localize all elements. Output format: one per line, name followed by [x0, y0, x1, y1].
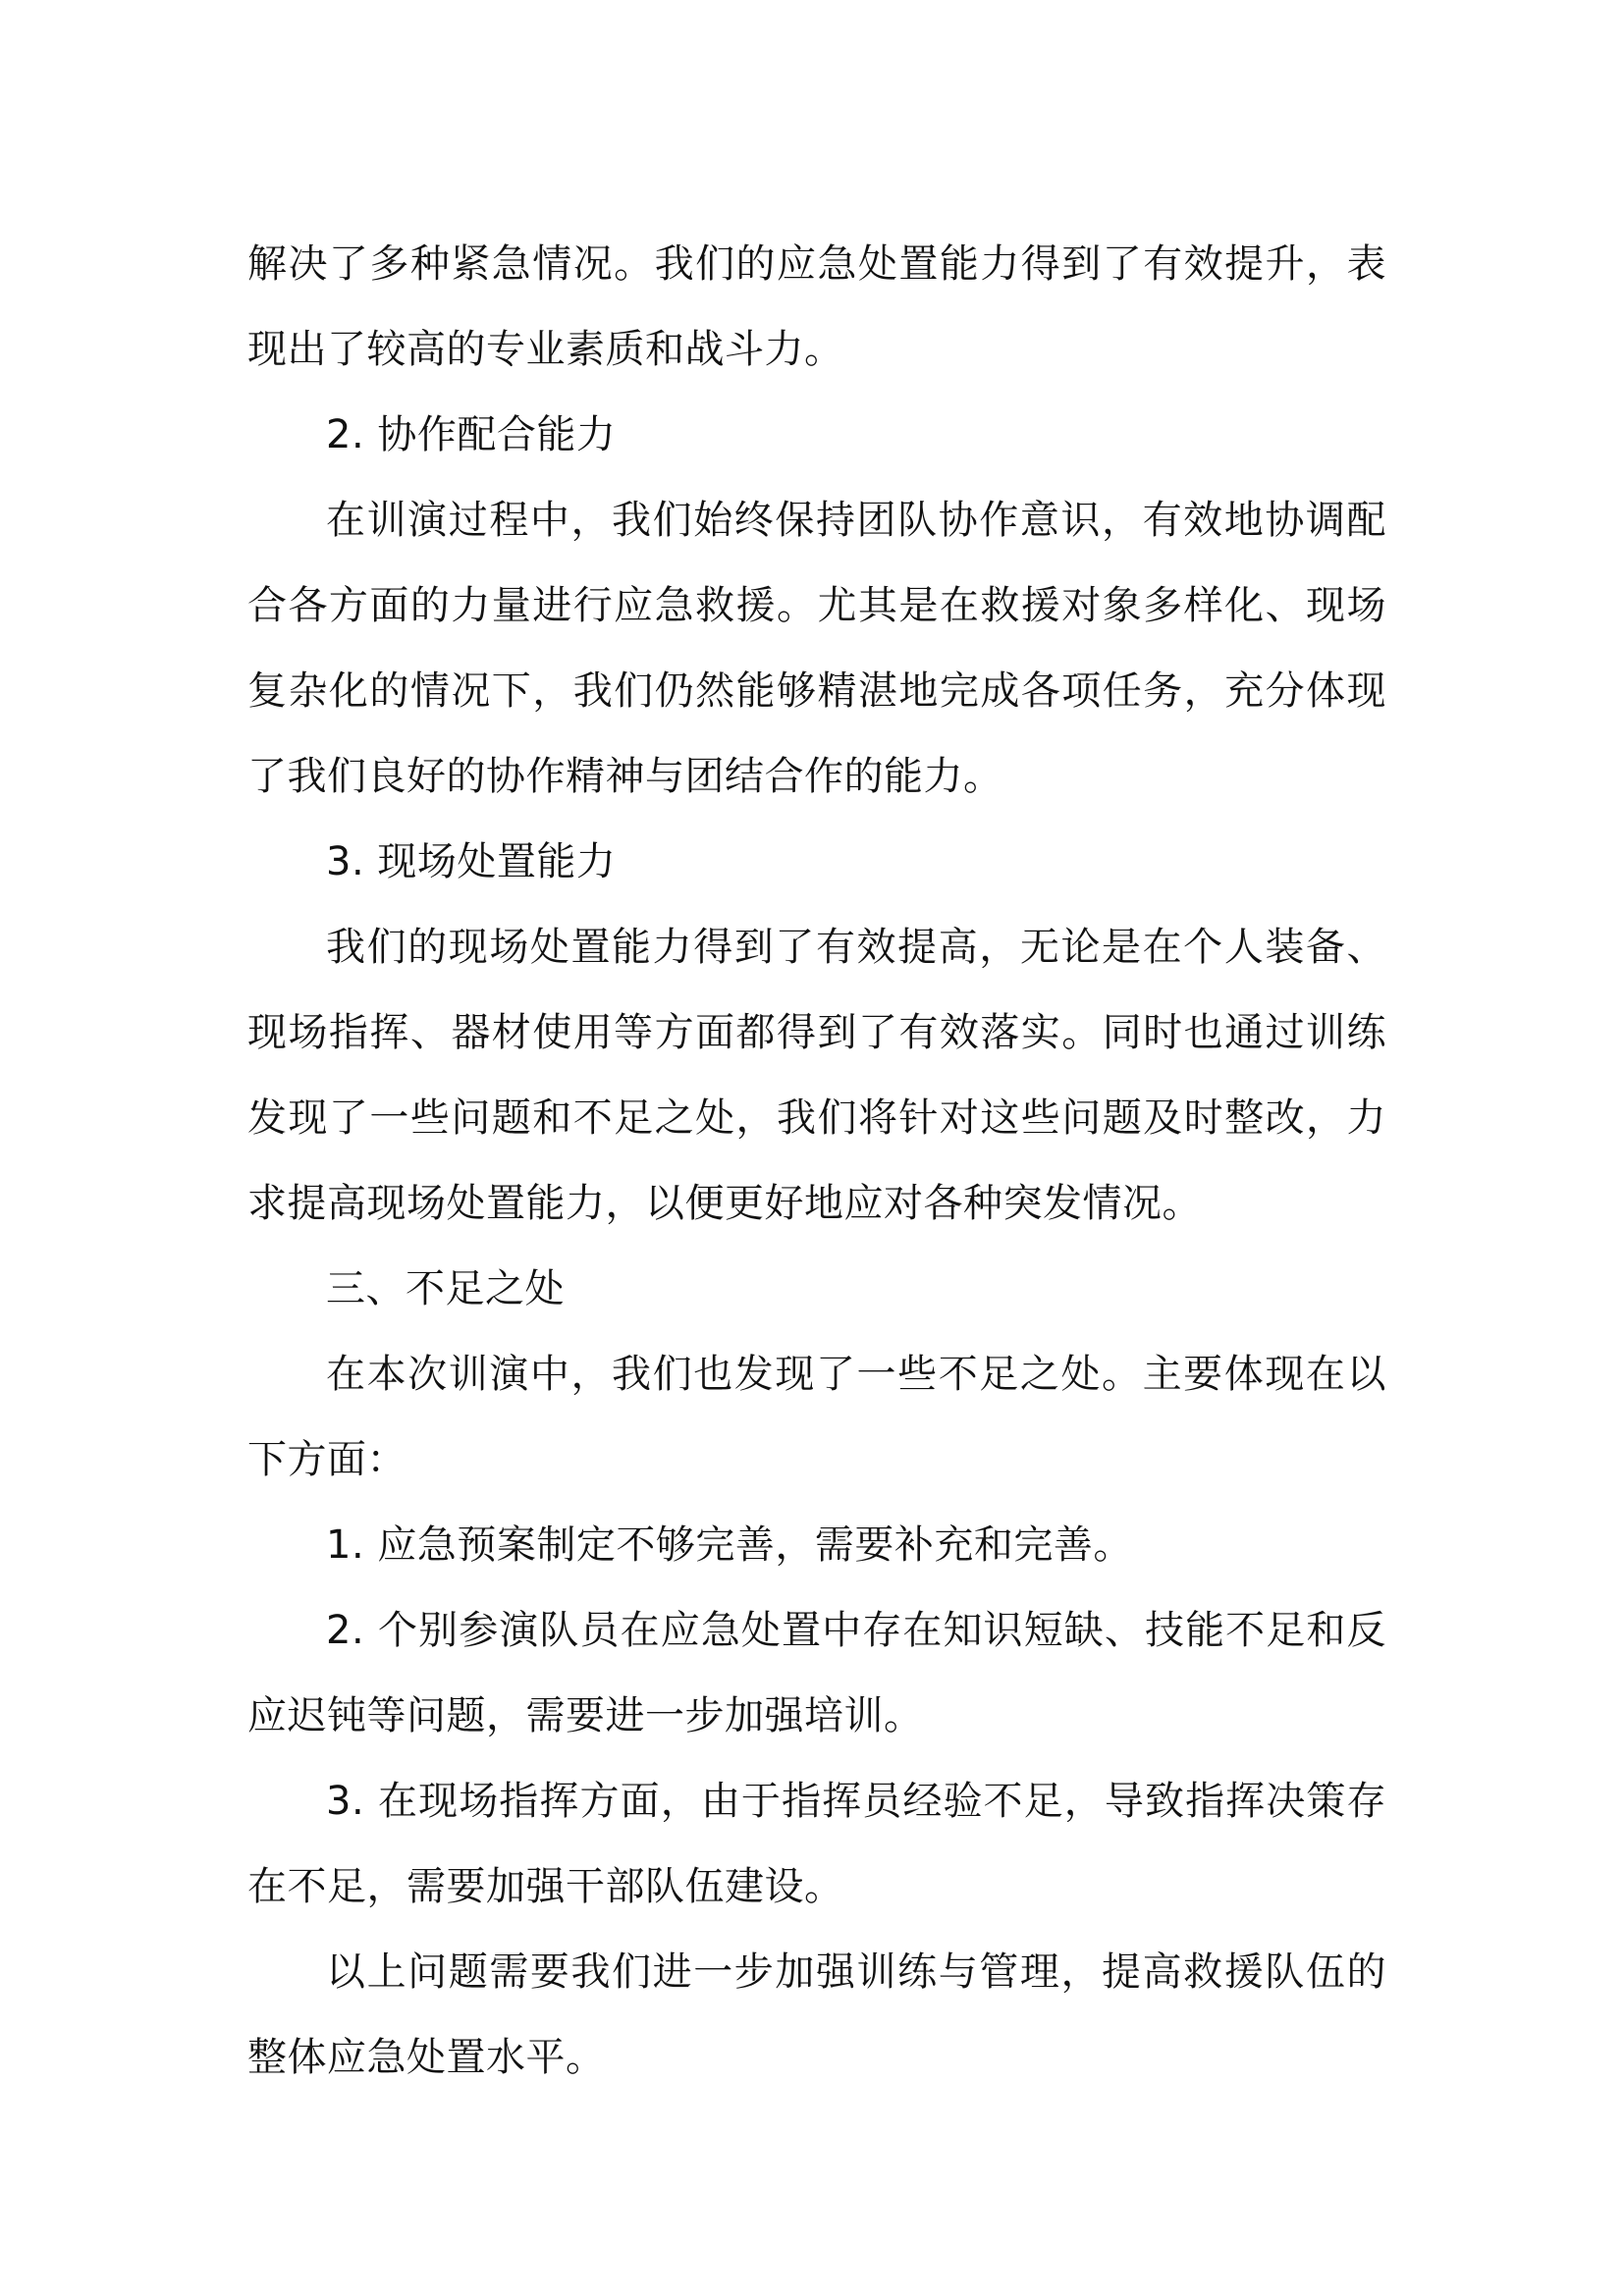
paragraph-onsite-handling: 我们的现场处置能力得到了有效提高，无论是在个人装备、现场指挥、器材使用等方面都得到了有效落实。同时也通过训练发现了一些问题和不足之处，我们将针对这些问题及时整改，力求提高现场处置能力，以便更好地应对各种突发情况。	[247, 925, 1386, 1226]
section-heading-onsite-handling: 3. 现场处置能力	[326, 839, 617, 884]
list-item-shortcoming-3: 3. 在现场指挥方面，由于指挥员经验不足，导致指挥决策存在不足，需要加强干部队伍建设。	[247, 1779, 1386, 1909]
document-body	[247, 222, 1386, 2101]
paragraph-coordination: 在训演过程中，我们始终保持团队协作意识，有效地协调配合各方面的力量进行应急救援。尤其是在救援对象多样化、现场复杂化的情况下，我们仍然能够精湛地完成各项任务，充分体现了我们良好的协作精神与团结合作的能力。	[247, 498, 1386, 799]
paragraph-shortcomings-intro: 在本次训演中，我们也发现了一些不足之处。主要体现在以下方面：	[247, 1352, 1386, 1482]
list-item-shortcoming-2: 2. 个别参演队员在应急处置中存在知识短缺、技能不足和反应迟钝等问题，需要进一步加强培训。	[247, 1608, 1386, 1738]
list-item-shortcoming-1: 1. 应急预案制定不够完善，需要补充和完善。	[326, 1522, 1133, 1568]
paragraph-conclusion: 以上问题需要我们进一步加强训练与管理，提高救援队伍的整体应急处置水平。	[247, 1949, 1386, 2080]
section-heading-shortcomings: 三、不足之处	[326, 1266, 565, 1311]
section-heading-coordination: 2. 协作配合能力	[326, 412, 617, 457]
paragraph-continuation: 解决了多种紧急情况。我们的应急处置能力得到了有效提升，表现出了较高的专业素质和战斗力。	[247, 241, 1386, 372]
